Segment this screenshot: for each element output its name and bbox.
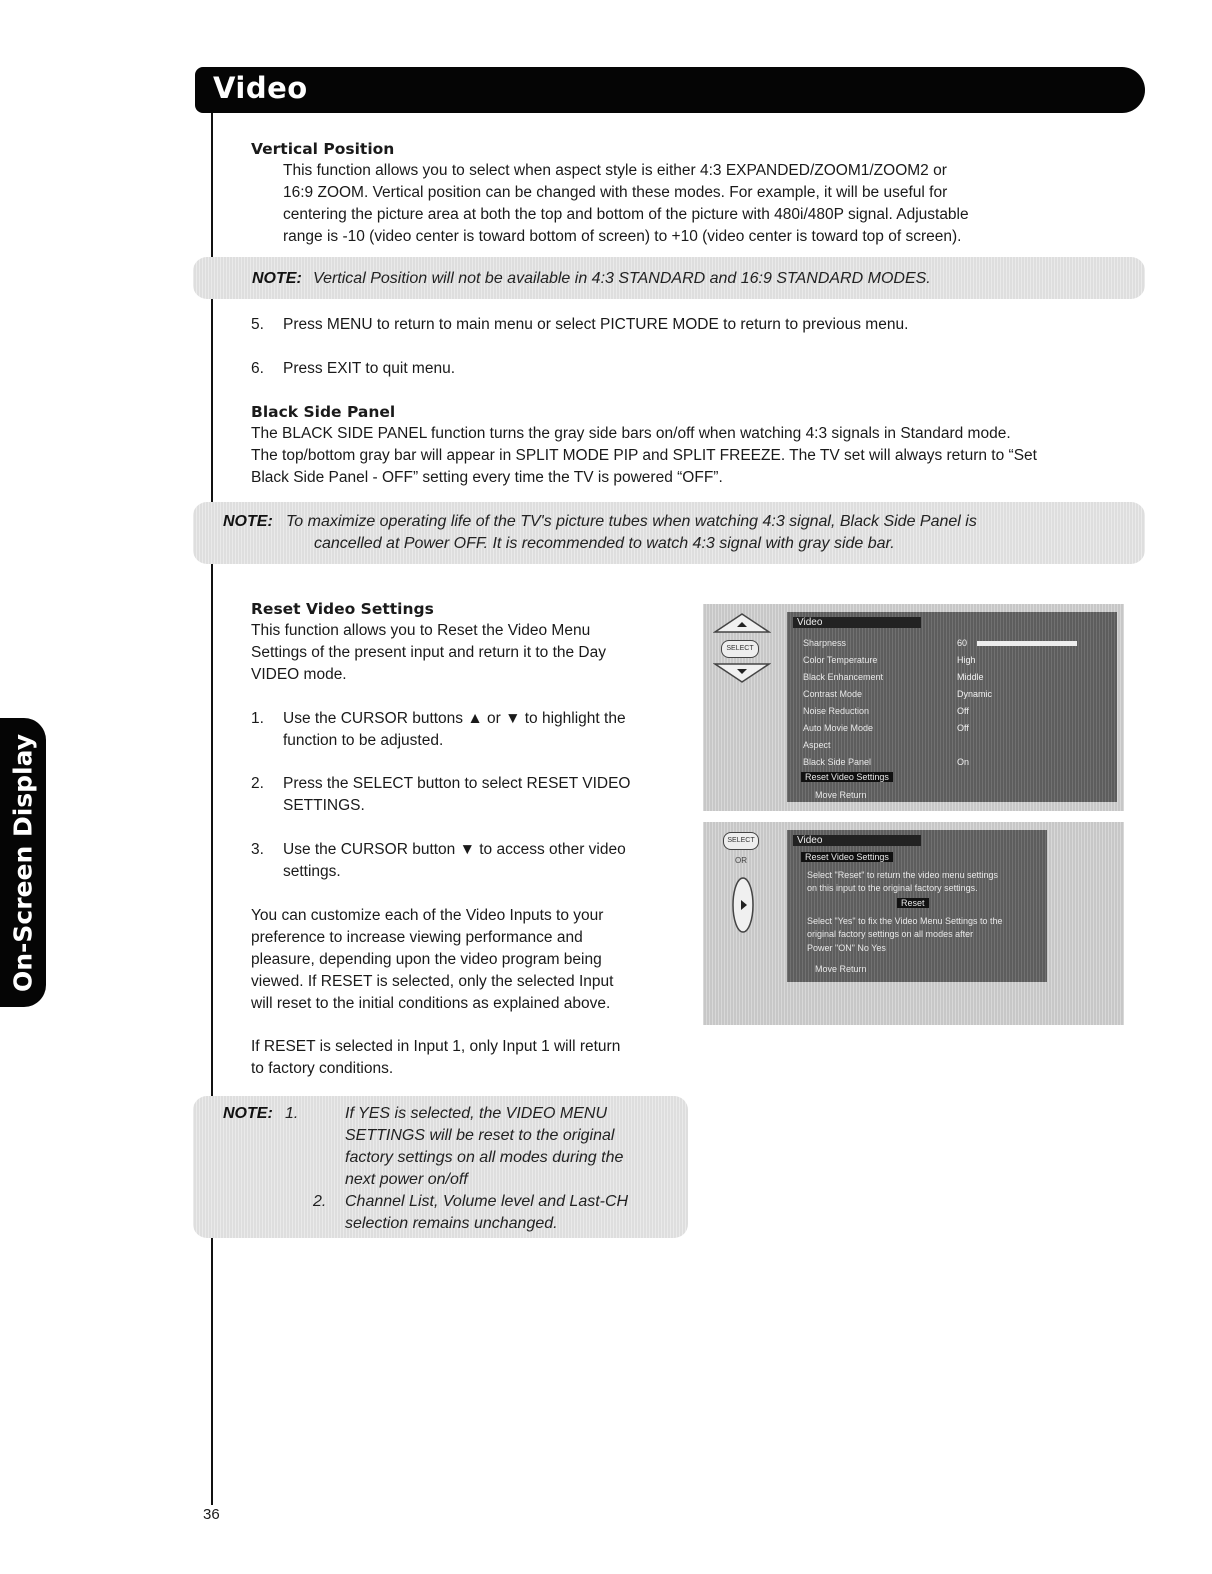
text-line: viewed. If RESET is selected, only the selected Input — [251, 973, 614, 990]
text-line: If YES is selected, the VIDEO MENU — [345, 1105, 608, 1122]
note-item-number: 1. — [285, 1105, 299, 1122]
menu-value: Dynamic — [957, 689, 993, 699]
menu-row: Aspect — [803, 740, 831, 750]
menu-row: Color Temperature — [803, 655, 878, 665]
reset-dialog-panel — [787, 830, 1047, 982]
text-line: will reset to the initial conditions as explained above. — [251, 995, 611, 1012]
text-line: to factory conditions. — [251, 1060, 394, 1077]
reset-intro — [251, 620, 606, 686]
menu-value: Off — [957, 723, 969, 733]
section-header — [195, 67, 1145, 113]
menu-row: Contrast Mode — [803, 689, 863, 699]
text-line: Use the CURSOR buttons ▲ or ▼ to highlight the — [283, 710, 626, 727]
text-line: Settings of the present input and return it to the Day — [251, 644, 606, 661]
note-text: Vertical Position will not be available in 4:3 STANDARD and 16:9 STANDARD MODES. — [313, 270, 931, 287]
step-number: 5. — [251, 316, 264, 333]
reset-paragraph — [251, 1036, 620, 1080]
note-box — [193, 257, 1145, 299]
list-item — [251, 358, 1131, 380]
text-line: Channel List, Volume level and Last-CH — [345, 1193, 629, 1210]
black-side-panel-heading: Black Side Panel — [251, 403, 396, 421]
list-item — [251, 314, 1131, 336]
note-text — [286, 511, 977, 555]
text-line: Press the SELECT button to select RESET VIDEO — [283, 775, 631, 792]
cursor-right-icon — [731, 876, 755, 934]
note-box — [193, 502, 1145, 564]
step-number: 2. — [251, 775, 264, 792]
vertical-position-heading: Vertical Position — [251, 140, 395, 158]
step-text: Press MENU to return to main menu or select PICTURE MODE to return to previous menu. — [283, 316, 909, 333]
note-box — [193, 1096, 688, 1238]
text-line: selection remains unchanged. — [345, 1215, 558, 1232]
vertical-position-body — [283, 160, 969, 248]
menu-row: Black Enhancement — [803, 672, 884, 682]
dialog-subtitle: Reset Video Settings — [801, 852, 893, 862]
list-item — [251, 708, 691, 752]
reset-option: Reset — [897, 898, 929, 908]
margin-rule — [211, 113, 213, 1505]
text-line: This function allows you to select when aspect style is either 4:3 EXPANDED/ZOOM1/ZOOM2 or — [283, 162, 947, 179]
sharpness-slider — [977, 641, 1077, 646]
list-item — [251, 839, 691, 883]
text-line: settings. — [283, 863, 341, 880]
side-tab-label: On-Screen Display — [8, 733, 38, 992]
text-line: next power on/off — [345, 1171, 468, 1188]
text-line: You can customize each of the Video Inputs to your — [251, 907, 604, 924]
text-line: SETTINGS. — [283, 797, 365, 814]
menu-value: On — [957, 757, 970, 767]
step-number: 1. — [251, 710, 264, 727]
menu-value: 60 — [957, 638, 968, 648]
menu-value: High — [957, 655, 976, 665]
dialog-line: Select "Yes" to fix the Video Menu Settings to the — [807, 916, 1003, 926]
or-label: OR — [735, 856, 747, 865]
text-line: range is -10 (video center is toward bottom of screen) to +10 (video center is toward top of screen). — [283, 228, 962, 245]
text-line: If RESET is selected in Input 1, only Input 1 will return — [251, 1038, 621, 1055]
text-line: pleasure, depending upon the video program being — [251, 951, 602, 968]
dialog-line: on this input to the original factory settings. — [807, 883, 978, 893]
menu-footer: Move Return — [815, 790, 867, 800]
menu-row: Sharpness — [803, 638, 847, 648]
step-text: Press EXIT to quit menu. — [283, 360, 456, 377]
page-number: 36 — [203, 1506, 220, 1523]
text-line: This function allows you to Reset the Video Menu — [251, 622, 591, 639]
text-line: preference to increase viewing performance and — [251, 929, 583, 946]
menu-row: Noise Reduction — [803, 706, 870, 716]
text-line: Black Side Panel - OFF” setting every time the TV is powered “OFF”. — [251, 469, 723, 486]
section-title: Video — [213, 71, 308, 105]
text-line: function to be adjusted. — [283, 732, 444, 749]
menu-value: Off — [957, 706, 969, 716]
step-number: 6. — [251, 360, 264, 377]
menu-footer: Move Return — [815, 964, 867, 974]
reset-heading: Reset Video Settings — [251, 600, 434, 618]
step-number: 3. — [251, 841, 264, 858]
select-button-icon: SELECT — [721, 640, 759, 658]
text-line: 16:9 ZOOM. Vertical position can be changed with these modes. For example, it will be useful for — [283, 184, 948, 201]
list-item — [251, 773, 691, 817]
menu-row: Black Side Panel — [803, 757, 872, 767]
text-line: cancelled at Power OFF. It is recommended to watch 4:3 signal with gray side bar. — [314, 535, 895, 552]
text-line: centering the picture area at both the top and bottom of the picture with 480i/480P signal. Adjustable — [283, 206, 969, 223]
black-side-panel-body — [251, 423, 1037, 489]
dialog-line: Select "Reset" to return the video menu settings — [807, 870, 998, 880]
text-line: Use the CURSOR button ▼ to access other video — [283, 841, 626, 858]
step-text — [283, 773, 630, 817]
cursor-down-icon — [713, 662, 771, 684]
text-line: VIDEO mode. — [251, 666, 347, 683]
menu-title: Video — [793, 835, 921, 846]
cursor-up-icon — [713, 612, 771, 634]
dialog-line: Power "ON" No Yes — [807, 943, 886, 953]
side-tab — [0, 718, 46, 1007]
reset-paragraph — [251, 905, 613, 1015]
text-line: The top/bottom gray bar will appear in SPLIT MODE PIP and SPLIT FREEZE. The TV set will always return to “Set — [251, 447, 1037, 464]
text-line: factory settings on all modes during the — [345, 1149, 624, 1166]
text-line: The BLACK SIDE PANEL function turns the gray side bars on/off when watching 4:3 signals in Standard mode. — [251, 425, 1011, 442]
video-menu-panel — [787, 612, 1117, 802]
select-button-icon: SELECT — [723, 832, 759, 850]
menu-title: Video — [793, 617, 921, 628]
note-item — [345, 1191, 628, 1235]
note-label: NOTE: — [223, 1105, 273, 1122]
menu-screenshot — [703, 604, 1124, 811]
reset-screenshot — [703, 822, 1124, 1025]
menu-row: Auto Movie Mode — [803, 723, 874, 733]
note-item-number: 2. — [313, 1193, 327, 1210]
text-line: To maximize operating life of the TV's picture tubes when watching 4:3 signal, Black Side Panel is — [286, 513, 977, 530]
menu-value: Middle — [957, 672, 984, 682]
dialog-line: original factory settings on all modes after — [807, 929, 974, 939]
note-label: NOTE: — [223, 513, 273, 530]
menu-row-highlighted: Reset Video Settings — [801, 772, 893, 782]
note-item — [345, 1103, 623, 1191]
step-text — [283, 839, 626, 883]
note-label: NOTE: — [252, 270, 302, 287]
step-text — [283, 708, 626, 752]
text-line: SETTINGS will be reset to the original — [345, 1127, 615, 1144]
